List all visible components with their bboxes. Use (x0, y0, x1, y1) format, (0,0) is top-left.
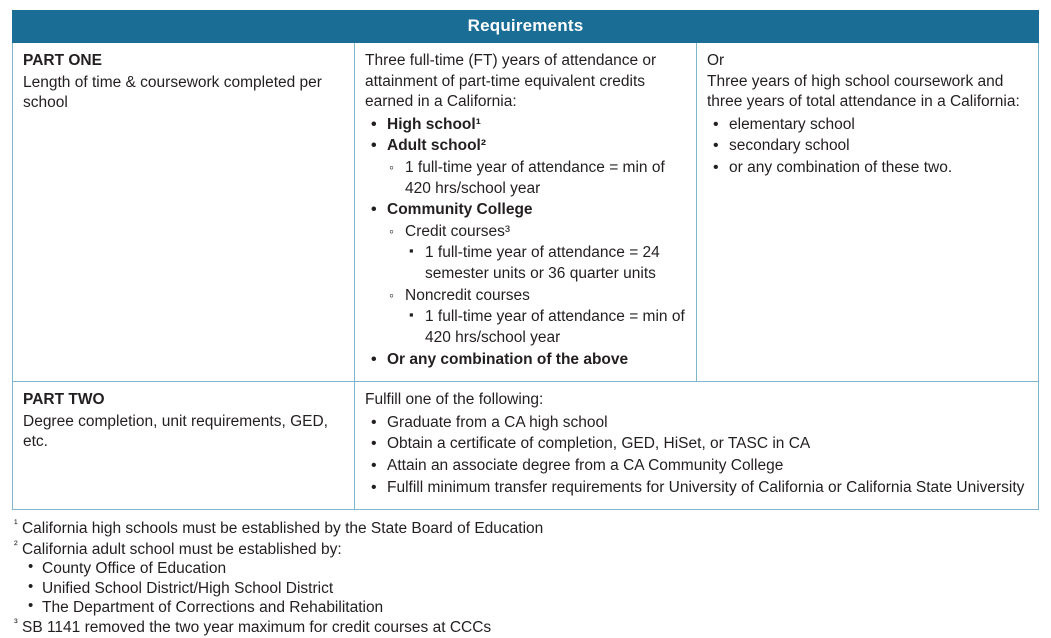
footnote-2-list (14, 559, 1039, 617)
part-two-description: Degree completion, unit requirements, GED, etc. (23, 412, 328, 451)
footnote-3-text: SB 1141 removed the two year maximum for credit courses at CCCs (17, 619, 492, 637)
table-row (13, 43, 1039, 382)
part-one-label-cell (13, 43, 355, 382)
list-item: ▪ 1 full-time year of attendance = 24 semester units or 36 quarter units (365, 243, 686, 284)
part-two-requirements-cell (355, 382, 1039, 510)
list-item: • Fulfill minimum transfer requirements for University of California or California State University (365, 478, 1028, 499)
part-one-alternative-cell (697, 43, 1039, 382)
list-item: • elementary school (707, 115, 1028, 136)
list-item: • Attain an associate degree from a CA Community College (365, 456, 1028, 477)
table-title: Requirements (13, 11, 1039, 43)
part-one-intro: Three full-time (FT) years of attendance or attainment of part-time equivalent credits earned in a California: (365, 52, 657, 111)
list-item: ◦ Credit courses³ (365, 222, 686, 243)
part-two-title: PART TWO (23, 391, 105, 409)
footnotes (12, 518, 1039, 638)
list-item: • Adult school² (365, 136, 686, 157)
alternative-intro: Three years of high school coursework and three years of total attendance in a California: (707, 72, 1020, 111)
table-row (13, 382, 1039, 510)
requirements-table (12, 10, 1039, 510)
part-two-list (365, 413, 1028, 498)
list-item: • or any combination of these two. (707, 158, 1028, 179)
list-item: ◦ Noncredit courses (365, 286, 686, 307)
list-item: • Unified School District/High School District (28, 579, 1039, 598)
part-one-title: PART ONE (23, 52, 102, 69)
footnote-2 (14, 539, 1039, 560)
list-item: ▪ 1 full-time year of attendance = min of 420 hrs/school year (365, 307, 686, 348)
list-item: • County Office of Education (28, 559, 1039, 578)
list-item: • secondary school (707, 136, 1028, 157)
footnote-3 (14, 617, 1039, 638)
footnote-2-text: California adult school must be established by: (17, 540, 342, 558)
list-item: • The Department of Corrections and Rehabilitation (28, 598, 1039, 617)
footnote-3-marker: ³ (14, 617, 18, 630)
footnote-1 (14, 518, 1039, 539)
alternative-or-label: Or (707, 52, 725, 69)
list-item: • Obtain a certificate of completion, GED, HiSet, or TASC in CA (365, 434, 1028, 455)
part-one-description: Length of time & coursework completed per school (23, 73, 322, 112)
part-two-intro: Fulfill one of the following: (365, 391, 544, 409)
footnote-2-marker: ² (14, 538, 18, 551)
list-item: • High school¹ (365, 115, 686, 136)
footnote-1-text: California high schools must be established by the State Board of Education (17, 520, 544, 538)
list-item: • Community College (365, 200, 686, 221)
part-one-list (365, 115, 686, 370)
alternative-list (707, 115, 1028, 179)
list-item: ◦ 1 full-time year of attendance = min of 420 hrs/school year (365, 158, 686, 199)
part-two-label-cell (13, 382, 355, 510)
list-item: • Or any combination of the above (365, 350, 686, 371)
part-one-requirements-cell (355, 43, 697, 382)
footnote-1-marker: ¹ (14, 518, 18, 531)
list-item: • Graduate from a CA high school (365, 413, 1028, 434)
table-header-row (13, 11, 1039, 43)
